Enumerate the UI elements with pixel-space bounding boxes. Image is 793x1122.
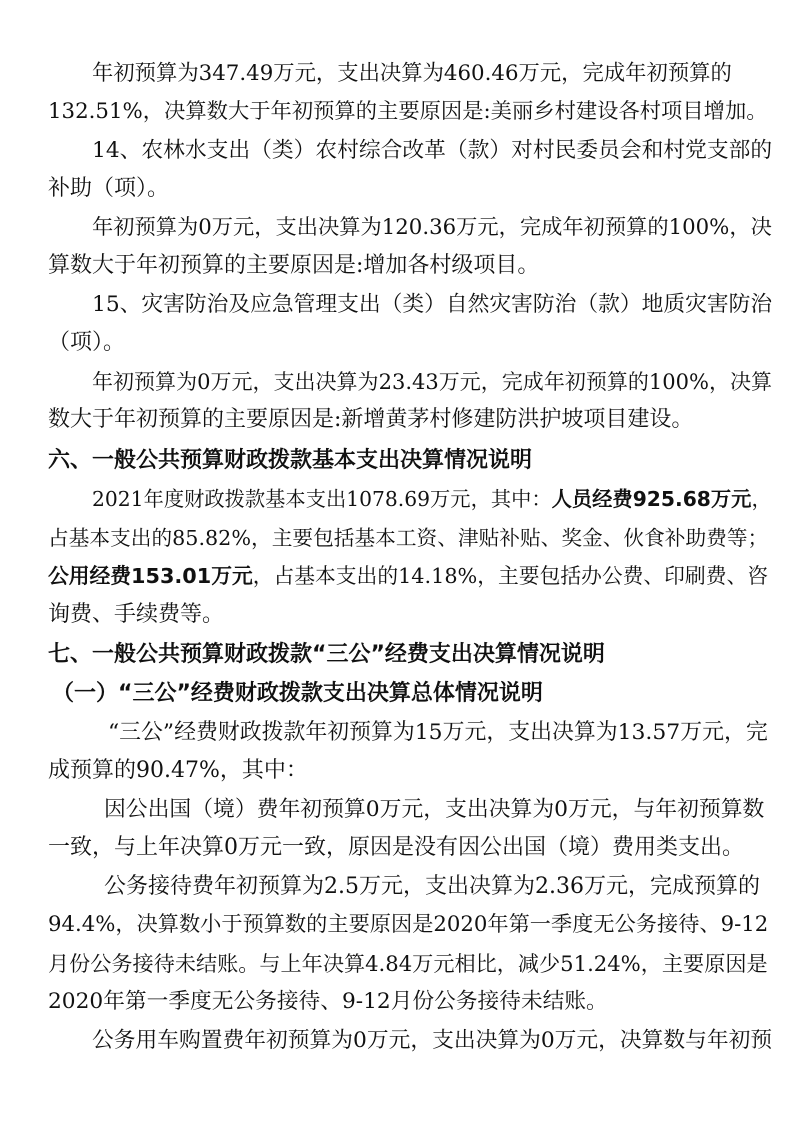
paragraph-line: 132.51%，决算数大于年初预算的主要原因是:美丽乡村建设各村项目增加。: [48, 99, 768, 124]
paragraph-line: 公务接待费年初预算为2.5万元，支出决算为2.36万元，完成预算的: [104, 874, 760, 899]
paragraph-line: 14、农林水支出（类）农村综合改革（款）对村民委员会和村党支部的: [92, 138, 773, 163]
paragraph-line: [92, 485, 772, 513]
paragraph-line: 补助（项）。: [48, 176, 170, 201]
text-run: ，占基本支出的14.18%，主要包括办公费、印刷费、咨: [252, 564, 768, 588]
paragraph-line: [48, 562, 768, 590]
paragraph-line: 公务用车购置费年初预算为0万元，支出决算为0万元，决算数与年初预: [92, 1028, 773, 1053]
paragraph-line: 94.4%，决算数小于预算数的主要原因是2020年第一季度无公务接待、9-12: [48, 912, 769, 937]
emphasis-text: 人员经费925.68万元: [551, 487, 752, 511]
paragraph-line: 一致，与上年决算0万元一致，原因是没有因公出国（境）费用类支出。: [48, 835, 744, 860]
text-run: ，: [751, 487, 772, 511]
paragraph-line: （项）。: [48, 330, 126, 355]
paragraph-line: “三公”经费财政拨款年初预算为15万元，支出决算为13.57万元，完: [108, 720, 768, 745]
paragraph-line: 15、灾害防治及应急管理支出（类）自然灾害防治（款）地质灾害防治: [92, 292, 773, 317]
paragraph-line: 年初预算为347.49万元，支出决算为460.46万元，完成年初预算的: [92, 61, 732, 86]
section-heading: 六、一般公共预算财政拨款基本支出决算情况说明: [48, 448, 533, 473]
paragraph-line: 年初预算为0万元，支出决算为120.36万元，完成年初预算的100%，决: [92, 215, 772, 240]
paragraph-line: 数大于年初预算的主要原因是:新增黄茅村修建防洪护坡项目建设。: [48, 407, 694, 432]
emphasis-text: 公用经费153.01万元: [48, 564, 253, 588]
paragraph-line: 算数大于年初预算的主要原因是:增加各村级项目。: [48, 253, 540, 278]
paragraph-line: 询费、手续费等。: [48, 602, 225, 627]
section-subheading: （一）“三公”经费财政拨款支出决算总体情况说明: [52, 681, 543, 706]
section-heading: 七、一般公共预算财政拨款“三公”经费支出决算情况说明: [48, 642, 605, 667]
text-run: 2021年度财政拨款基本支出1078.69万元，其中：: [92, 487, 552, 511]
paragraph-line: 年初预算为0万元，支出决算为23.43万元，完成年初预算的100%，决算: [92, 369, 773, 394]
paragraph-line: 2020年第一季度无公务接待、9-12月份公务接待未结账。: [48, 989, 608, 1014]
paragraph-line: 成预算的90.47%，其中：: [48, 758, 308, 783]
paragraph-line: 因公出国（境）费年初预算0万元，支出决算为0万元，与年初预算数: [104, 797, 765, 822]
paragraph-line: 占基本支出的85.82%，主要包括基本工资、津贴补贴、奖金、伙食补助费等；: [48, 526, 769, 550]
paragraph-line: 月份公务接待未结账。与上年决算4.84万元相比，减少51.24%，主要原因是: [48, 951, 768, 976]
